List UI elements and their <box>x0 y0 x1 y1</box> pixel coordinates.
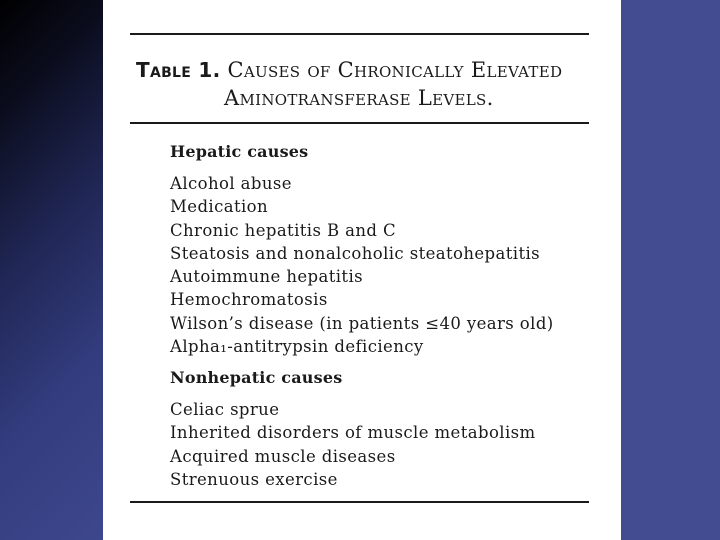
section-heading: Hepatic causes <box>170 142 309 161</box>
list-item: Inherited disorders of muscle metabolism <box>170 423 536 443</box>
list-item: Medication <box>170 197 269 217</box>
list-item: Strenuous exercise <box>170 469 338 489</box>
list-item: Hemochromatosis <box>170 290 328 310</box>
table-title-line-1: Causes of Chronically Elevated <box>227 58 563 82</box>
slide-panel <box>103 0 621 540</box>
right-decorative-band <box>621 0 720 540</box>
table-title-line-2: Aminotransferase Levels. <box>224 86 494 110</box>
table-label: Table 1. <box>136 58 221 82</box>
section-heading: Nonhepatic causes <box>170 368 343 387</box>
list-item: Wilson’s disease (in patients ≤40 years old) <box>170 313 554 333</box>
list-item: Acquired muscle diseases <box>170 446 396 466</box>
table-bottom-rule <box>130 501 589 503</box>
list-item: Steatosis and nonalcoholic steatohepatitis <box>170 243 541 263</box>
list-item: Alpha₁-antitrypsin deficiency <box>170 337 424 357</box>
list-item: Celiac sprue <box>170 400 280 419</box>
list-item: Autoimmune hepatitis <box>170 267 364 287</box>
nonhepatic-causes-section <box>170 368 536 491</box>
caption-line-1 <box>136 56 606 84</box>
table-top-rule <box>130 33 589 35</box>
hepatic-causes-section <box>170 142 554 358</box>
list-item: Alcohol abuse <box>170 174 292 193</box>
left-decorative-band <box>0 0 103 540</box>
table-header-rule <box>130 122 589 124</box>
list-item: Chronic hepatitis B and C <box>170 220 397 240</box>
table-caption <box>136 56 606 112</box>
